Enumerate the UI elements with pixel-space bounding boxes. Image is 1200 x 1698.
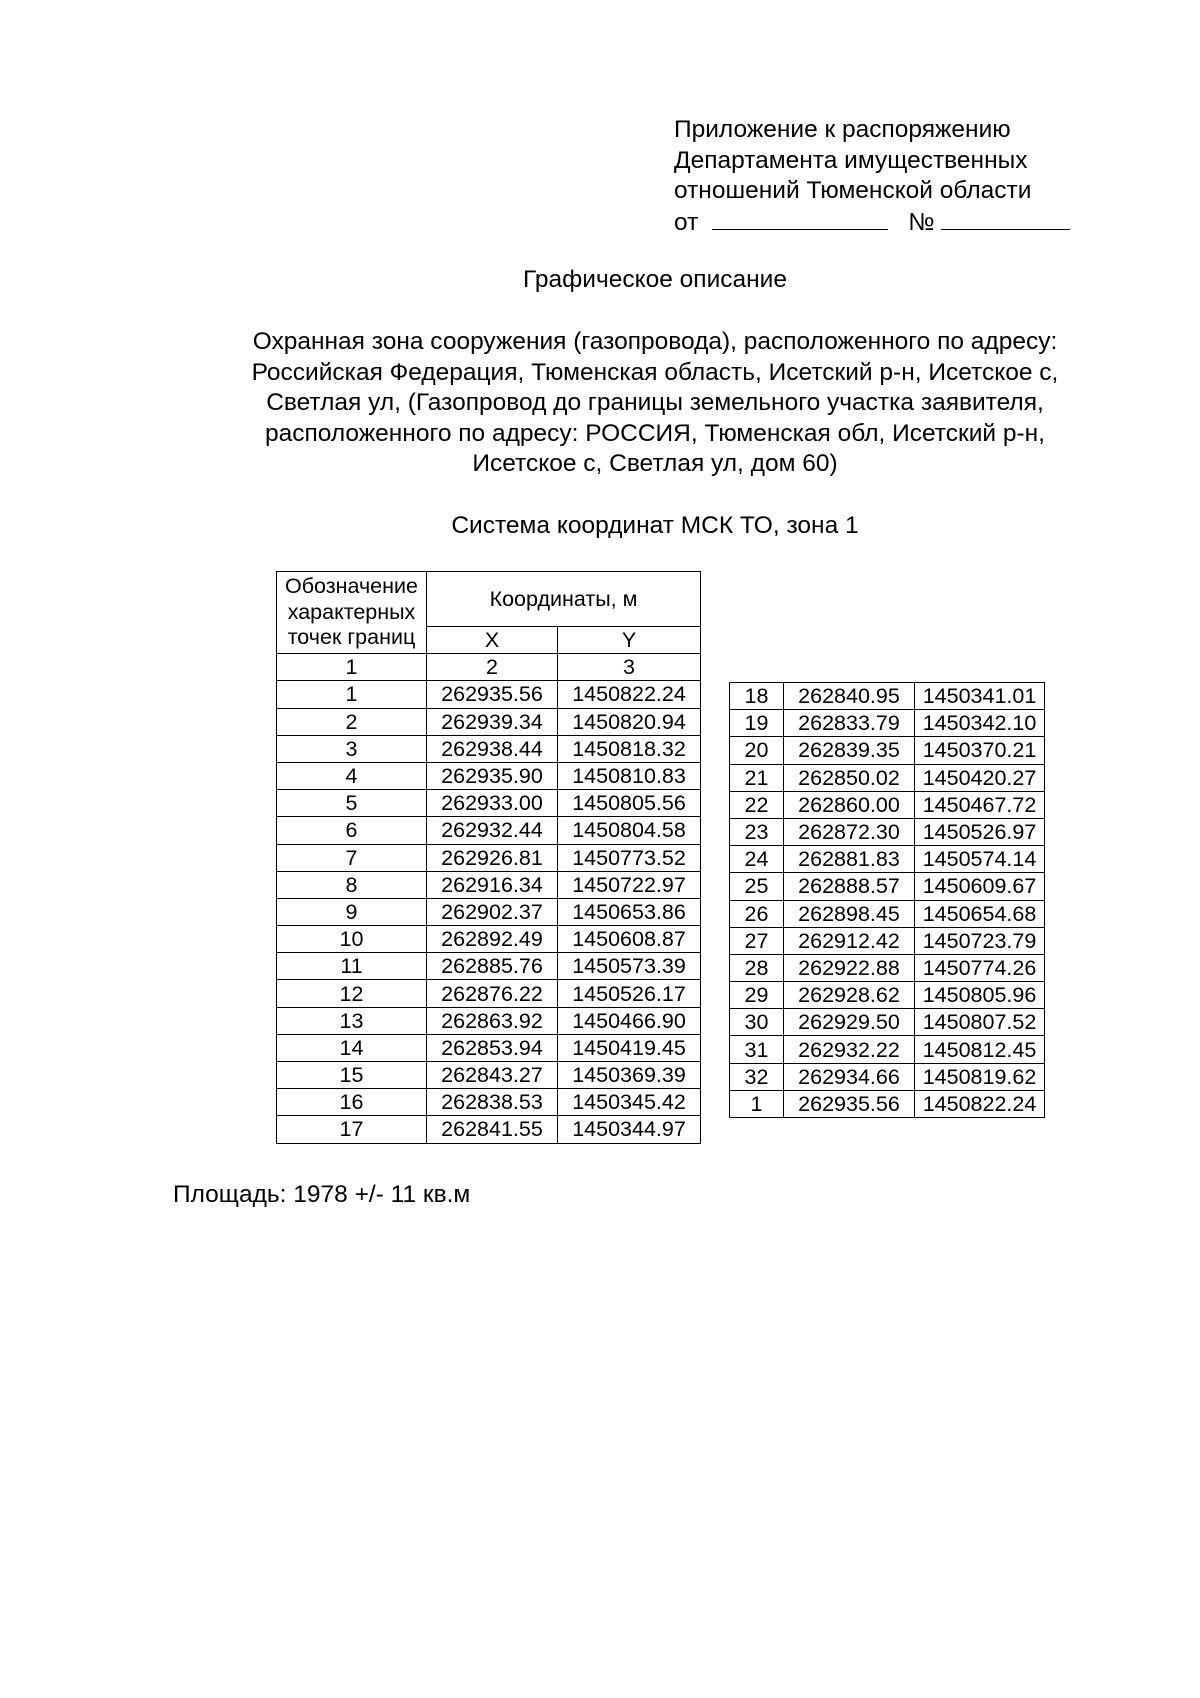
table-row (730, 710, 1045, 737)
point-number-cell: 30 (730, 1009, 784, 1036)
header-designation-line: Обозначение (285, 574, 418, 599)
y-coordinate-cell: 1450818.32 (558, 735, 701, 762)
x-coordinate-cell: 262932.44 (427, 817, 558, 844)
number-blank (941, 207, 1070, 230)
x-coordinate-cell: 262840.95 (784, 683, 915, 710)
point-number-cell: 23 (730, 818, 784, 845)
table-row (277, 1007, 701, 1034)
y-coordinate-cell: 1450467.72 (915, 791, 1045, 818)
table-row (730, 791, 1045, 818)
point-number-cell: 5 (277, 790, 427, 817)
x-coordinate-cell: 262863.92 (427, 1007, 558, 1034)
point-number-cell: 10 (277, 926, 427, 953)
y-coordinate-cell: 1450773.52 (558, 844, 701, 871)
table-row (277, 762, 701, 789)
point-number-cell: 15 (277, 1062, 427, 1089)
point-number-cell: 27 (730, 927, 784, 954)
point-number-cell: 18 (730, 683, 784, 710)
table-row (730, 764, 1045, 791)
x-coordinate-cell: 262838.53 (427, 1089, 558, 1116)
point-number-cell: 29 (730, 982, 784, 1009)
coordinates-table-right (729, 682, 1045, 1118)
number-prefix: № (908, 208, 935, 236)
y-coordinate-cell: 1450526.17 (558, 980, 701, 1007)
header-point-designation (277, 572, 427, 654)
y-coordinate-cell: 1450342.10 (915, 710, 1045, 737)
point-number-cell: 13 (277, 1007, 427, 1034)
table-row (730, 900, 1045, 927)
coordinate-system-label: Система координат МСК ТО, зона 1 (451, 512, 859, 539)
header-designation-line: характерных (287, 599, 416, 624)
x-coordinate-cell: 262876.22 (427, 980, 558, 1007)
point-number-cell: 20 (730, 737, 784, 764)
area-value: Площадь: 1978 +/- 11 кв.м (173, 1181, 471, 1208)
point-number-cell: 32 (730, 1063, 784, 1090)
table-row (277, 980, 701, 1007)
y-coordinate-cell: 1450807.52 (915, 1009, 1045, 1036)
y-coordinate-cell: 1450805.96 (915, 982, 1045, 1009)
point-number-cell: 21 (730, 764, 784, 791)
y-coordinate-cell: 1450723.79 (915, 927, 1045, 954)
y-coordinate-cell: 1450819.62 (915, 1063, 1045, 1090)
y-coordinate-cell: 1450573.39 (558, 953, 701, 980)
description-line: Исетское с, Светлая ул, дом 60) (472, 450, 838, 478)
table-row (277, 1116, 701, 1143)
x-coordinate-cell: 262833.79 (784, 710, 915, 737)
y-coordinate-cell: 1450608.87 (558, 926, 701, 953)
table-row (730, 683, 1045, 710)
header-column-number: 1 (277, 654, 427, 681)
x-coordinate-cell: 262902.37 (427, 898, 558, 925)
table-row (277, 926, 701, 953)
table-row (730, 982, 1045, 1009)
appendix-date-number-line (674, 207, 1070, 239)
coordinates-table-left (276, 571, 701, 1144)
table-row (730, 846, 1045, 873)
table-row (730, 1009, 1045, 1036)
x-coordinate-cell: 262932.22 (784, 1036, 915, 1063)
table-row (277, 898, 701, 925)
point-number-cell: 6 (277, 817, 427, 844)
document-title: Графическое описание (523, 266, 787, 293)
header-column-number: 2 (427, 654, 558, 681)
x-coordinate-cell: 262933.00 (427, 790, 558, 817)
date-prefix: от (674, 208, 699, 236)
y-coordinate-cell: 1450804.58 (558, 817, 701, 844)
x-coordinate-cell: 262892.49 (427, 926, 558, 953)
zone-description (0, 327, 1200, 480)
date-blank (712, 207, 888, 230)
y-coordinate-cell: 1450341.01 (915, 683, 1045, 710)
description-line: Российская Федерация, Тюменская область, Исетский р-н, Исетское с, (251, 358, 1059, 386)
x-coordinate-cell: 262935.56 (427, 681, 558, 708)
x-coordinate-cell: 262888.57 (784, 873, 915, 900)
x-coordinate-cell: 262860.00 (784, 791, 915, 818)
table-row (730, 1090, 1045, 1117)
point-number-cell: 24 (730, 846, 784, 873)
point-number-cell: 8 (277, 871, 427, 898)
x-coordinate-cell: 262929.50 (784, 1009, 915, 1036)
x-coordinate-cell: 262850.02 (784, 764, 915, 791)
x-coordinate-cell: 262841.55 (427, 1116, 558, 1143)
x-coordinate-cell: 262935.90 (427, 762, 558, 789)
header-x: X (427, 627, 558, 654)
y-coordinate-cell: 1450805.56 (558, 790, 701, 817)
header-y: Y (558, 627, 701, 654)
x-coordinate-cell: 262926.81 (427, 844, 558, 871)
point-number-cell: 4 (277, 762, 427, 789)
table-row (730, 1036, 1045, 1063)
y-coordinate-cell: 1450370.21 (915, 737, 1045, 764)
point-number-cell: 26 (730, 900, 784, 927)
y-coordinate-cell: 1450420.27 (915, 764, 1045, 791)
table-row (277, 1089, 701, 1116)
description-line: Светлая ул, (Газопровод до границы земельного участка заявителя, (266, 389, 1044, 417)
x-coordinate-cell: 262934.66 (784, 1063, 915, 1090)
appendix-header (674, 115, 1070, 238)
x-coordinate-cell: 262839.35 (784, 737, 915, 764)
point-number-cell: 17 (277, 1116, 427, 1143)
point-number-cell: 28 (730, 954, 784, 981)
y-coordinate-cell: 1450526.97 (915, 818, 1045, 845)
table-row (277, 953, 701, 980)
table-row (277, 708, 701, 735)
point-number-cell: 9 (277, 898, 427, 925)
y-coordinate-cell: 1450810.83 (558, 762, 701, 789)
x-coordinate-cell: 262935.56 (784, 1090, 915, 1117)
x-coordinate-cell: 262885.76 (427, 953, 558, 980)
table-row (277, 871, 701, 898)
x-coordinate-cell: 262881.83 (784, 846, 915, 873)
appendix-line-1: Приложение к распоряжению (674, 116, 1011, 143)
point-number-cell: 2 (277, 708, 427, 735)
point-number-cell: 19 (730, 710, 784, 737)
table-row (730, 927, 1045, 954)
y-coordinate-cell: 1450653.86 (558, 898, 701, 925)
appendix-line-2: Департамента имущественных (674, 146, 1028, 174)
y-coordinate-cell: 1450369.39 (558, 1062, 701, 1089)
x-coordinate-cell: 262939.34 (427, 708, 558, 735)
y-coordinate-cell: 1450419.45 (558, 1034, 701, 1061)
y-coordinate-cell: 1450820.94 (558, 708, 701, 735)
header-designation-line: точек границ (287, 625, 416, 650)
table-row (277, 1062, 701, 1089)
y-coordinate-cell: 1450722.97 (558, 871, 701, 898)
x-coordinate-cell: 262872.30 (784, 818, 915, 845)
y-coordinate-cell: 1450466.90 (558, 1007, 701, 1034)
x-coordinate-cell: 262938.44 (427, 735, 558, 762)
point-number-cell: 14 (277, 1034, 427, 1061)
x-coordinate-cell: 262843.27 (427, 1062, 558, 1089)
x-coordinate-cell: 262898.45 (784, 900, 915, 927)
appendix-line-3: отношений Тюменской области (674, 177, 1032, 204)
x-coordinate-cell: 262853.94 (427, 1034, 558, 1061)
y-coordinate-cell: 1450774.26 (915, 954, 1045, 981)
table-row (277, 681, 701, 708)
y-coordinate-cell: 1450344.97 (558, 1116, 701, 1143)
y-coordinate-cell: 1450609.67 (915, 873, 1045, 900)
x-coordinate-cell: 262922.88 (784, 954, 915, 981)
y-coordinate-cell: 1450822.24 (915, 1090, 1045, 1117)
point-number-cell: 22 (730, 791, 784, 818)
y-coordinate-cell: 1450345.42 (558, 1089, 701, 1116)
table-row (730, 818, 1045, 845)
y-coordinate-cell: 1450822.24 (558, 681, 701, 708)
table-row (277, 1034, 701, 1061)
table-row (277, 790, 701, 817)
point-number-cell: 12 (277, 980, 427, 1007)
table-row (277, 817, 701, 844)
table-row (730, 1063, 1045, 1090)
point-number-cell: 1 (730, 1090, 784, 1117)
y-coordinate-cell: 1450574.14 (915, 846, 1045, 873)
x-coordinate-cell: 262912.42 (784, 927, 915, 954)
point-number-cell: 3 (277, 735, 427, 762)
point-number-cell: 16 (277, 1089, 427, 1116)
point-number-cell: 7 (277, 844, 427, 871)
x-coordinate-cell: 262916.34 (427, 871, 558, 898)
y-coordinate-cell: 1450812.45 (915, 1036, 1045, 1063)
x-coordinate-cell: 262928.62 (784, 982, 915, 1009)
table-row (730, 737, 1045, 764)
description-line: Охранная зона сооружения (газопровода), расположенного по адресу: (252, 328, 1058, 355)
table-row (730, 873, 1045, 900)
table-row (730, 954, 1045, 981)
table-row (277, 844, 701, 871)
point-number-cell: 25 (730, 873, 784, 900)
y-coordinate-cell: 1450654.68 (915, 900, 1045, 927)
table-row (277, 735, 701, 762)
point-number-cell: 1 (277, 681, 427, 708)
point-number-cell: 31 (730, 1036, 784, 1063)
header-coordinates: Координаты, м (427, 572, 701, 627)
header-column-number: 3 (558, 654, 701, 681)
point-number-cell: 11 (277, 953, 427, 980)
description-line: расположенного по адресу: РОССИЯ, Тюменская обл, Исетский р-н, (264, 419, 1045, 447)
